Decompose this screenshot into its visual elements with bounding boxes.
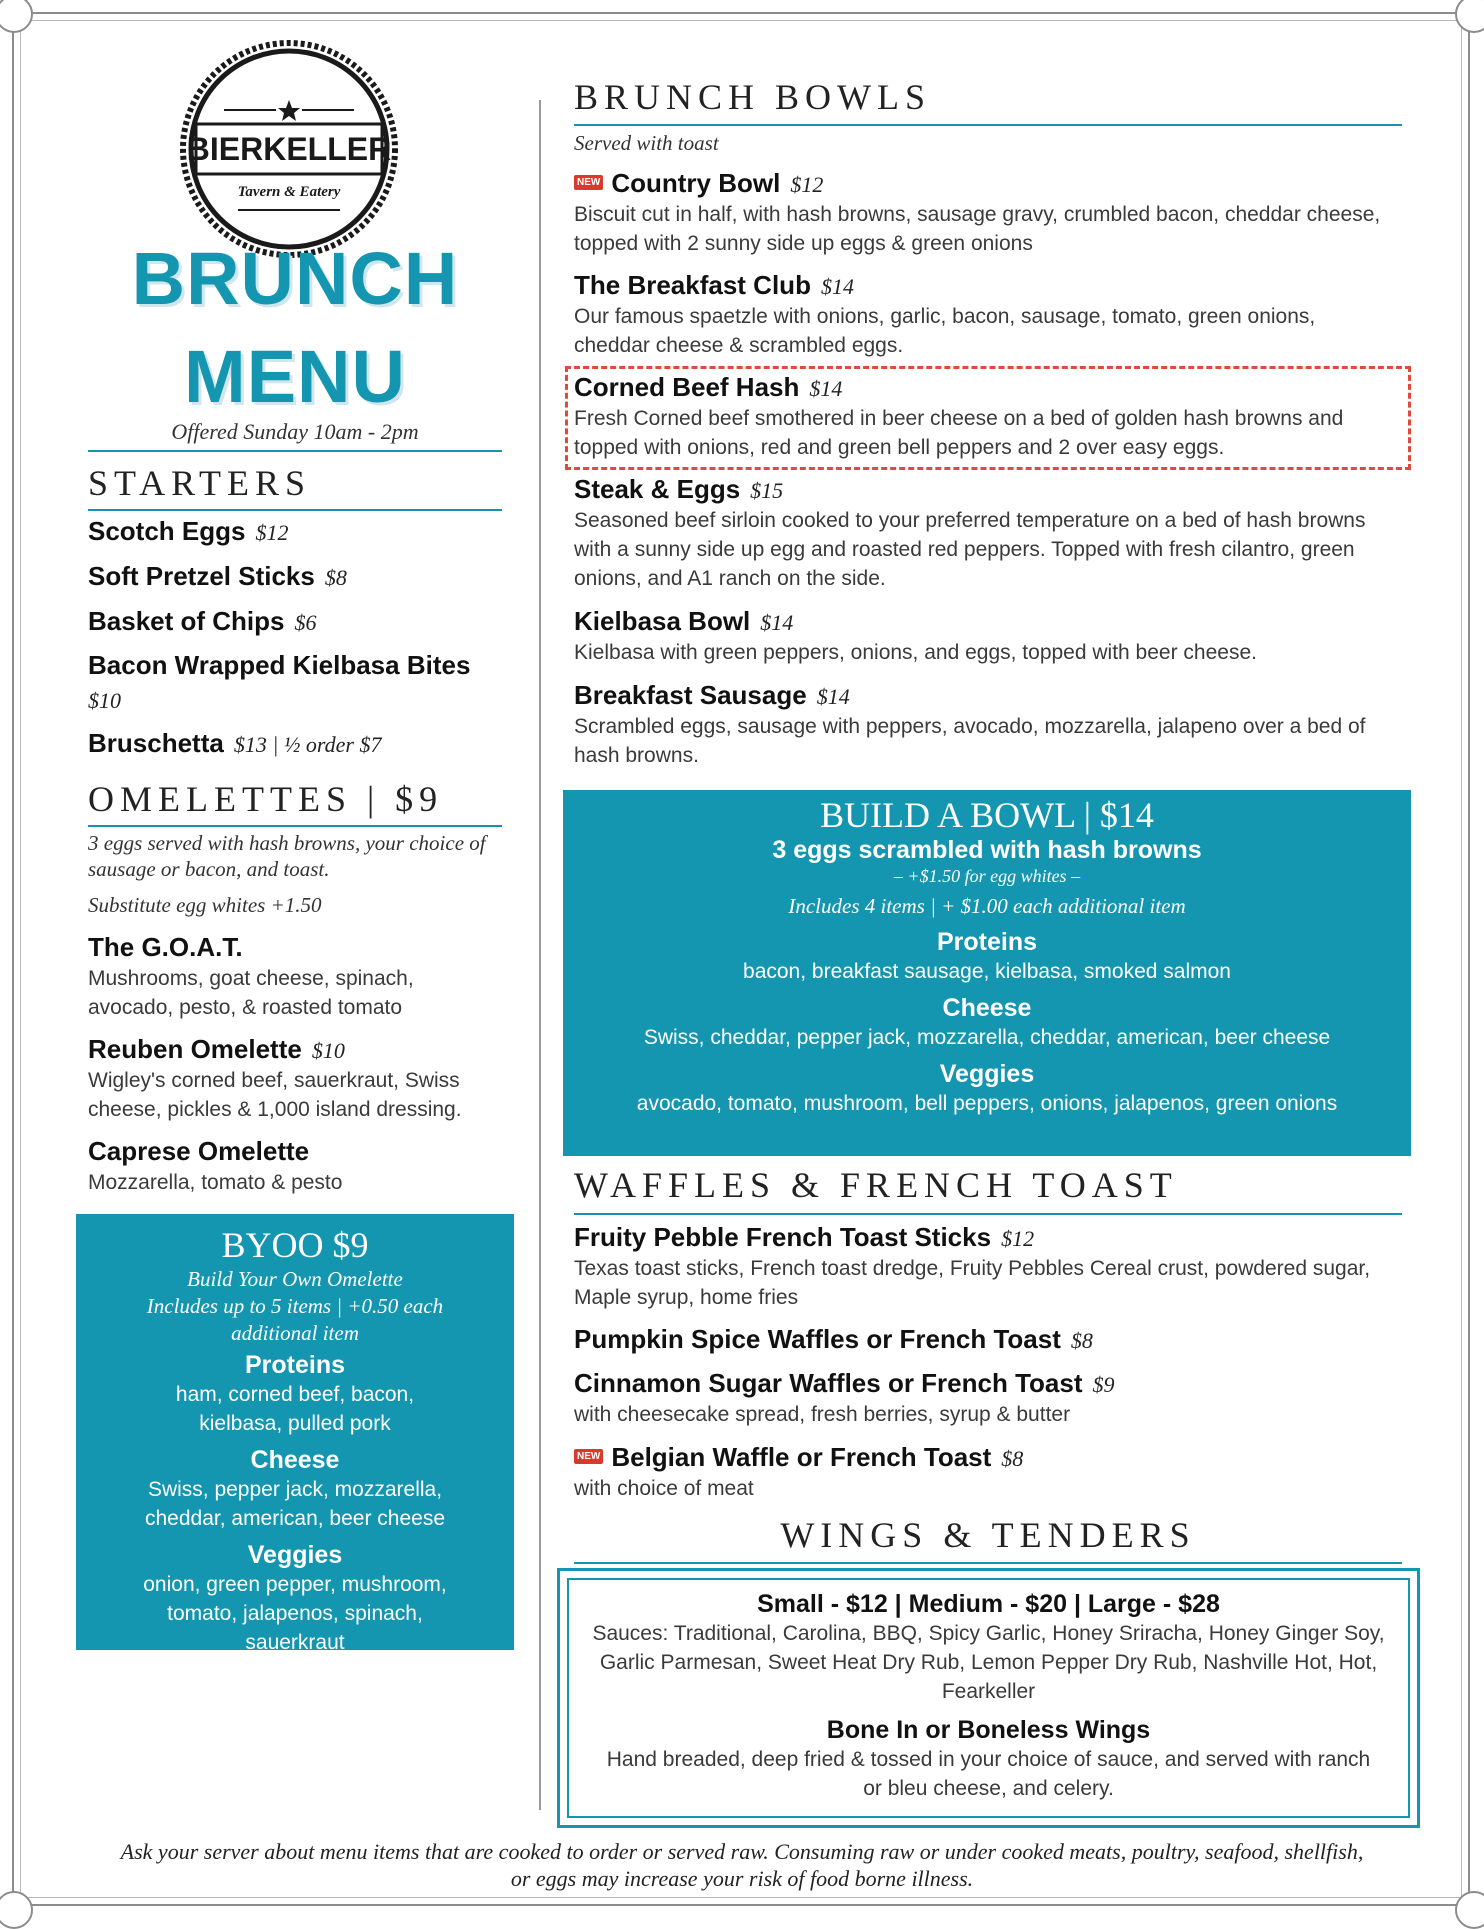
build-bowl-cheese-label: Cheese	[942, 994, 1032, 1022]
omelette-item	[88, 932, 243, 963]
byoo-box	[76, 1214, 514, 1654]
waffles-heading: WAFFLES & FRENCH TOAST	[574, 1165, 1178, 1205]
item-description: Seasoned beef sirloin cooked to your preferred temperature on a bed of hash browns with a sunny side up egg and roasted red peppers. Topped with fresh cilantro, green onions, and A1 ranch on the side.	[574, 509, 1366, 590]
starter-item	[88, 561, 347, 592]
item-price: $8	[1001, 1446, 1024, 1471]
disclaimer: Ask your server about menu items that are cooked to order or served raw. Consuming raw or under cooked meats, poultry, seafood, shellfish, or eggs may increase your risk of food borne illness.	[120, 1839, 1364, 1891]
omelette-item	[88, 1034, 345, 1065]
section-rule	[88, 450, 502, 452]
item-name: Kielbasa Bowl	[574, 606, 751, 636]
item-price: $14	[816, 684, 850, 709]
byoo-subtitle: Build Your Own Omelette	[187, 1267, 403, 1291]
item-description: Kielbasa with green peppers, onions, and eggs, topped with beer cheese.	[574, 641, 1257, 664]
wings-bone-title: Bone In or Boneless Wings	[826, 1716, 1151, 1744]
byoo-veggies: onion, green pepper, mushroom, tomato, jalapenos, spinach, sauerkraut	[143, 1573, 447, 1654]
starters-heading: STARTERS	[88, 463, 311, 503]
omelette-item	[88, 1136, 309, 1167]
item-description: with cheesecake spread, fresh berries, syrup & butter	[574, 1403, 1071, 1426]
item-price: $10	[311, 1038, 345, 1063]
item-description: Scrambled eggs, sausage with peppers, avocado, mozzarella, jalapeno over a bed of hash browns.	[574, 715, 1366, 767]
wings-heading: WINGS & TENDERS	[780, 1515, 1196, 1555]
item-name: Scotch Eggs	[88, 516, 246, 546]
omelettes-note: 3 eggs served with hash browns, your choice of sausage or bacon, and toast.	[88, 831, 486, 881]
item-description: Mozzarella, tomato & pesto	[88, 1171, 343, 1194]
item-price: $13 | ½ order $7	[233, 732, 382, 757]
item-name: Pumpkin Spice Waffles or French Toast	[574, 1324, 1061, 1354]
item-name: Soft Pretzel Sticks	[88, 561, 315, 591]
menu-title-brunch: BRUNCH	[131, 237, 459, 320]
item-name: Fruity Pebble French Toast Sticks	[574, 1222, 992, 1252]
logo-name: BIERKELLER	[186, 131, 392, 167]
bowl-item	[574, 372, 842, 403]
item-price: $14	[760, 610, 794, 635]
item-name: Reuben Omelette	[88, 1034, 302, 1064]
byoo-includes: Includes up to 5 items | +0.50 each additional item	[146, 1294, 444, 1345]
item-price: $12	[1001, 1226, 1035, 1251]
item-description: Fresh Corned beef smothered in beer cheese on a bed of golden hash browns and topped with onions, red and green bell peppers and 2 over easy eggs.	[574, 407, 1344, 459]
menu-title-menu: MENU	[184, 335, 406, 418]
item-name: The Breakfast Club	[574, 270, 811, 300]
item-price: $14	[820, 274, 854, 299]
offered-hours: Offered Sunday 10am - 2pm	[171, 419, 419, 444]
build-a-bowl-box	[563, 790, 1411, 1156]
build-bowl-veggies: avocado, tomato, mushroom, bell peppers, onions, jalapenos, green onions	[636, 1092, 1338, 1115]
build-bowl-title: BUILD A BOWL | $14	[820, 795, 1154, 835]
item-price: $8	[324, 565, 347, 590]
byoo-proteins-label: Proteins	[244, 1351, 346, 1379]
item-price: $9	[1092, 1372, 1115, 1397]
build-bowl-subtitle: 3 eggs scrambled with hash browns	[772, 836, 1202, 864]
starter-item	[88, 606, 317, 637]
bowl-item	[574, 474, 783, 505]
starter-item	[88, 728, 381, 759]
build-bowl-proteins: bacon, breakfast sausage, kielbasa, smoked salmon	[743, 960, 1231, 983]
bowl-item	[574, 270, 854, 301]
wings-box	[567, 1578, 1410, 1818]
byoo-veggies-label: Veggies	[247, 1541, 343, 1569]
bierkeller-logo	[178, 38, 400, 260]
byoo-cheese-label: Cheese	[250, 1446, 340, 1474]
item-description: Our famous spaetzle with onions, garlic, bacon, sausage, tomato, green onions, cheddar cheese & scrambled eggs.	[574, 305, 1316, 357]
section-rule	[574, 1213, 1402, 1215]
waffle-item	[574, 1442, 1023, 1473]
starter-item	[88, 516, 288, 547]
wings-sauces: Sauces: Traditional, Carolina, BBQ, Spicy Garlic, Honey Sriracha, Honey Ginger Soy, Garlic Parmesan, Sweet Heat Dry Rub, Lemon Pepper Dry Rub, Nashville Hot, Hot, Fearkeller	[592, 1622, 1385, 1703]
omelettes-heading: OMELETTES | $9	[88, 779, 444, 819]
item-price: $15	[750, 478, 784, 503]
byoo-title: BYOO $9	[221, 1225, 369, 1265]
corner-ornament	[0, 1891, 33, 1929]
starter-item	[88, 650, 470, 681]
logo-tagline: Tavern & Eatery	[237, 184, 341, 200]
item-name: Bacon Wrapped Kielbasa Bites	[88, 650, 471, 680]
byoo-cheese: Swiss, pepper jack, mozzarella, cheddar, american, beer cheese	[144, 1478, 446, 1530]
item-name: Steak & Eggs	[574, 474, 741, 504]
wings-bone-desc: Hand breaded, deep fried & tossed in your choice of sauce, and served with ranch or bleu cheese, and celery.	[606, 1748, 1371, 1800]
column-divider	[539, 100, 541, 1810]
item-description: Biscuit cut in half, with hash browns, sausage gravy, crumbled bacon, cheddar cheese, topped with 2 sunny side up eggs & green onions	[574, 203, 1381, 255]
item-name: The G.O.A.T.	[88, 932, 243, 962]
bowl-item	[574, 680, 850, 711]
corner-ornament	[1455, 1891, 1484, 1929]
build-bowl-veggies-label: Veggies	[939, 1060, 1035, 1088]
item-price: $10	[88, 688, 121, 713]
build-bowl-cheese: Swiss, cheddar, pepper jack, mozzarella, cheddar, american, beer cheese	[643, 1026, 1331, 1049]
item-description: Wigley's corned beef, sauerkraut, Swiss cheese, pickles & 1,000 island dressing.	[88, 1069, 462, 1121]
bowls-note: Served with toast	[574, 131, 719, 155]
wings-sizes: Small - $12 | Medium - $20 | Large - $28	[757, 1590, 1220, 1618]
section-rule	[88, 509, 502, 511]
section-rule	[88, 825, 502, 827]
byoo-proteins: ham, corned beef, bacon, kielbasa, pulled pork	[175, 1383, 415, 1435]
item-price: $8	[1070, 1328, 1093, 1353]
section-rule	[574, 124, 1402, 126]
item-description: Mushrooms, goat cheese, spinach, avocado, pesto, & roasted tomato	[88, 967, 414, 1019]
build-bowl-egg-whites: – +$1.50 for egg whites –	[893, 866, 1081, 886]
item-name: Cinnamon Sugar Waffles or French Toast	[574, 1368, 1083, 1398]
waffle-item	[574, 1324, 1093, 1355]
item-description: with choice of meat	[574, 1477, 754, 1500]
item-price: $12	[255, 520, 289, 545]
waffle-item	[574, 1368, 1115, 1399]
item-name: Corned Beef Hash	[574, 372, 800, 402]
item-name: Breakfast Sausage	[574, 680, 807, 710]
item-name: Basket of Chips	[88, 606, 285, 636]
item-name: Bruschetta	[88, 728, 224, 758]
bowl-item	[574, 168, 823, 199]
build-bowl-proteins-label: Proteins	[936, 928, 1038, 956]
item-name: Country Bowl	[611, 168, 781, 198]
bowl-item	[574, 606, 793, 637]
new-badge: NEW	[574, 1449, 603, 1464]
item-name: Caprese Omelette	[88, 1136, 310, 1166]
section-rule	[574, 1562, 1402, 1564]
build-bowl-includes: Includes 4 items | + $1.00 each additional item	[788, 894, 1186, 918]
item-price: $14	[809, 376, 843, 401]
item-description: Texas toast sticks, French toast dredge, Fruity Pebbles Cereal crust, powdered sugar, Maple syrup, home fries	[574, 1257, 1371, 1309]
item-name: Belgian Waffle or French Toast	[611, 1442, 992, 1472]
new-badge: NEW	[574, 175, 603, 190]
omelettes-sub-note: Substitute egg whites +1.50	[88, 893, 322, 917]
item-price: $12	[790, 172, 824, 197]
waffle-item	[574, 1222, 1034, 1253]
bowls-heading: BRUNCH BOWLS	[574, 77, 932, 117]
item-price: $6	[294, 610, 317, 635]
